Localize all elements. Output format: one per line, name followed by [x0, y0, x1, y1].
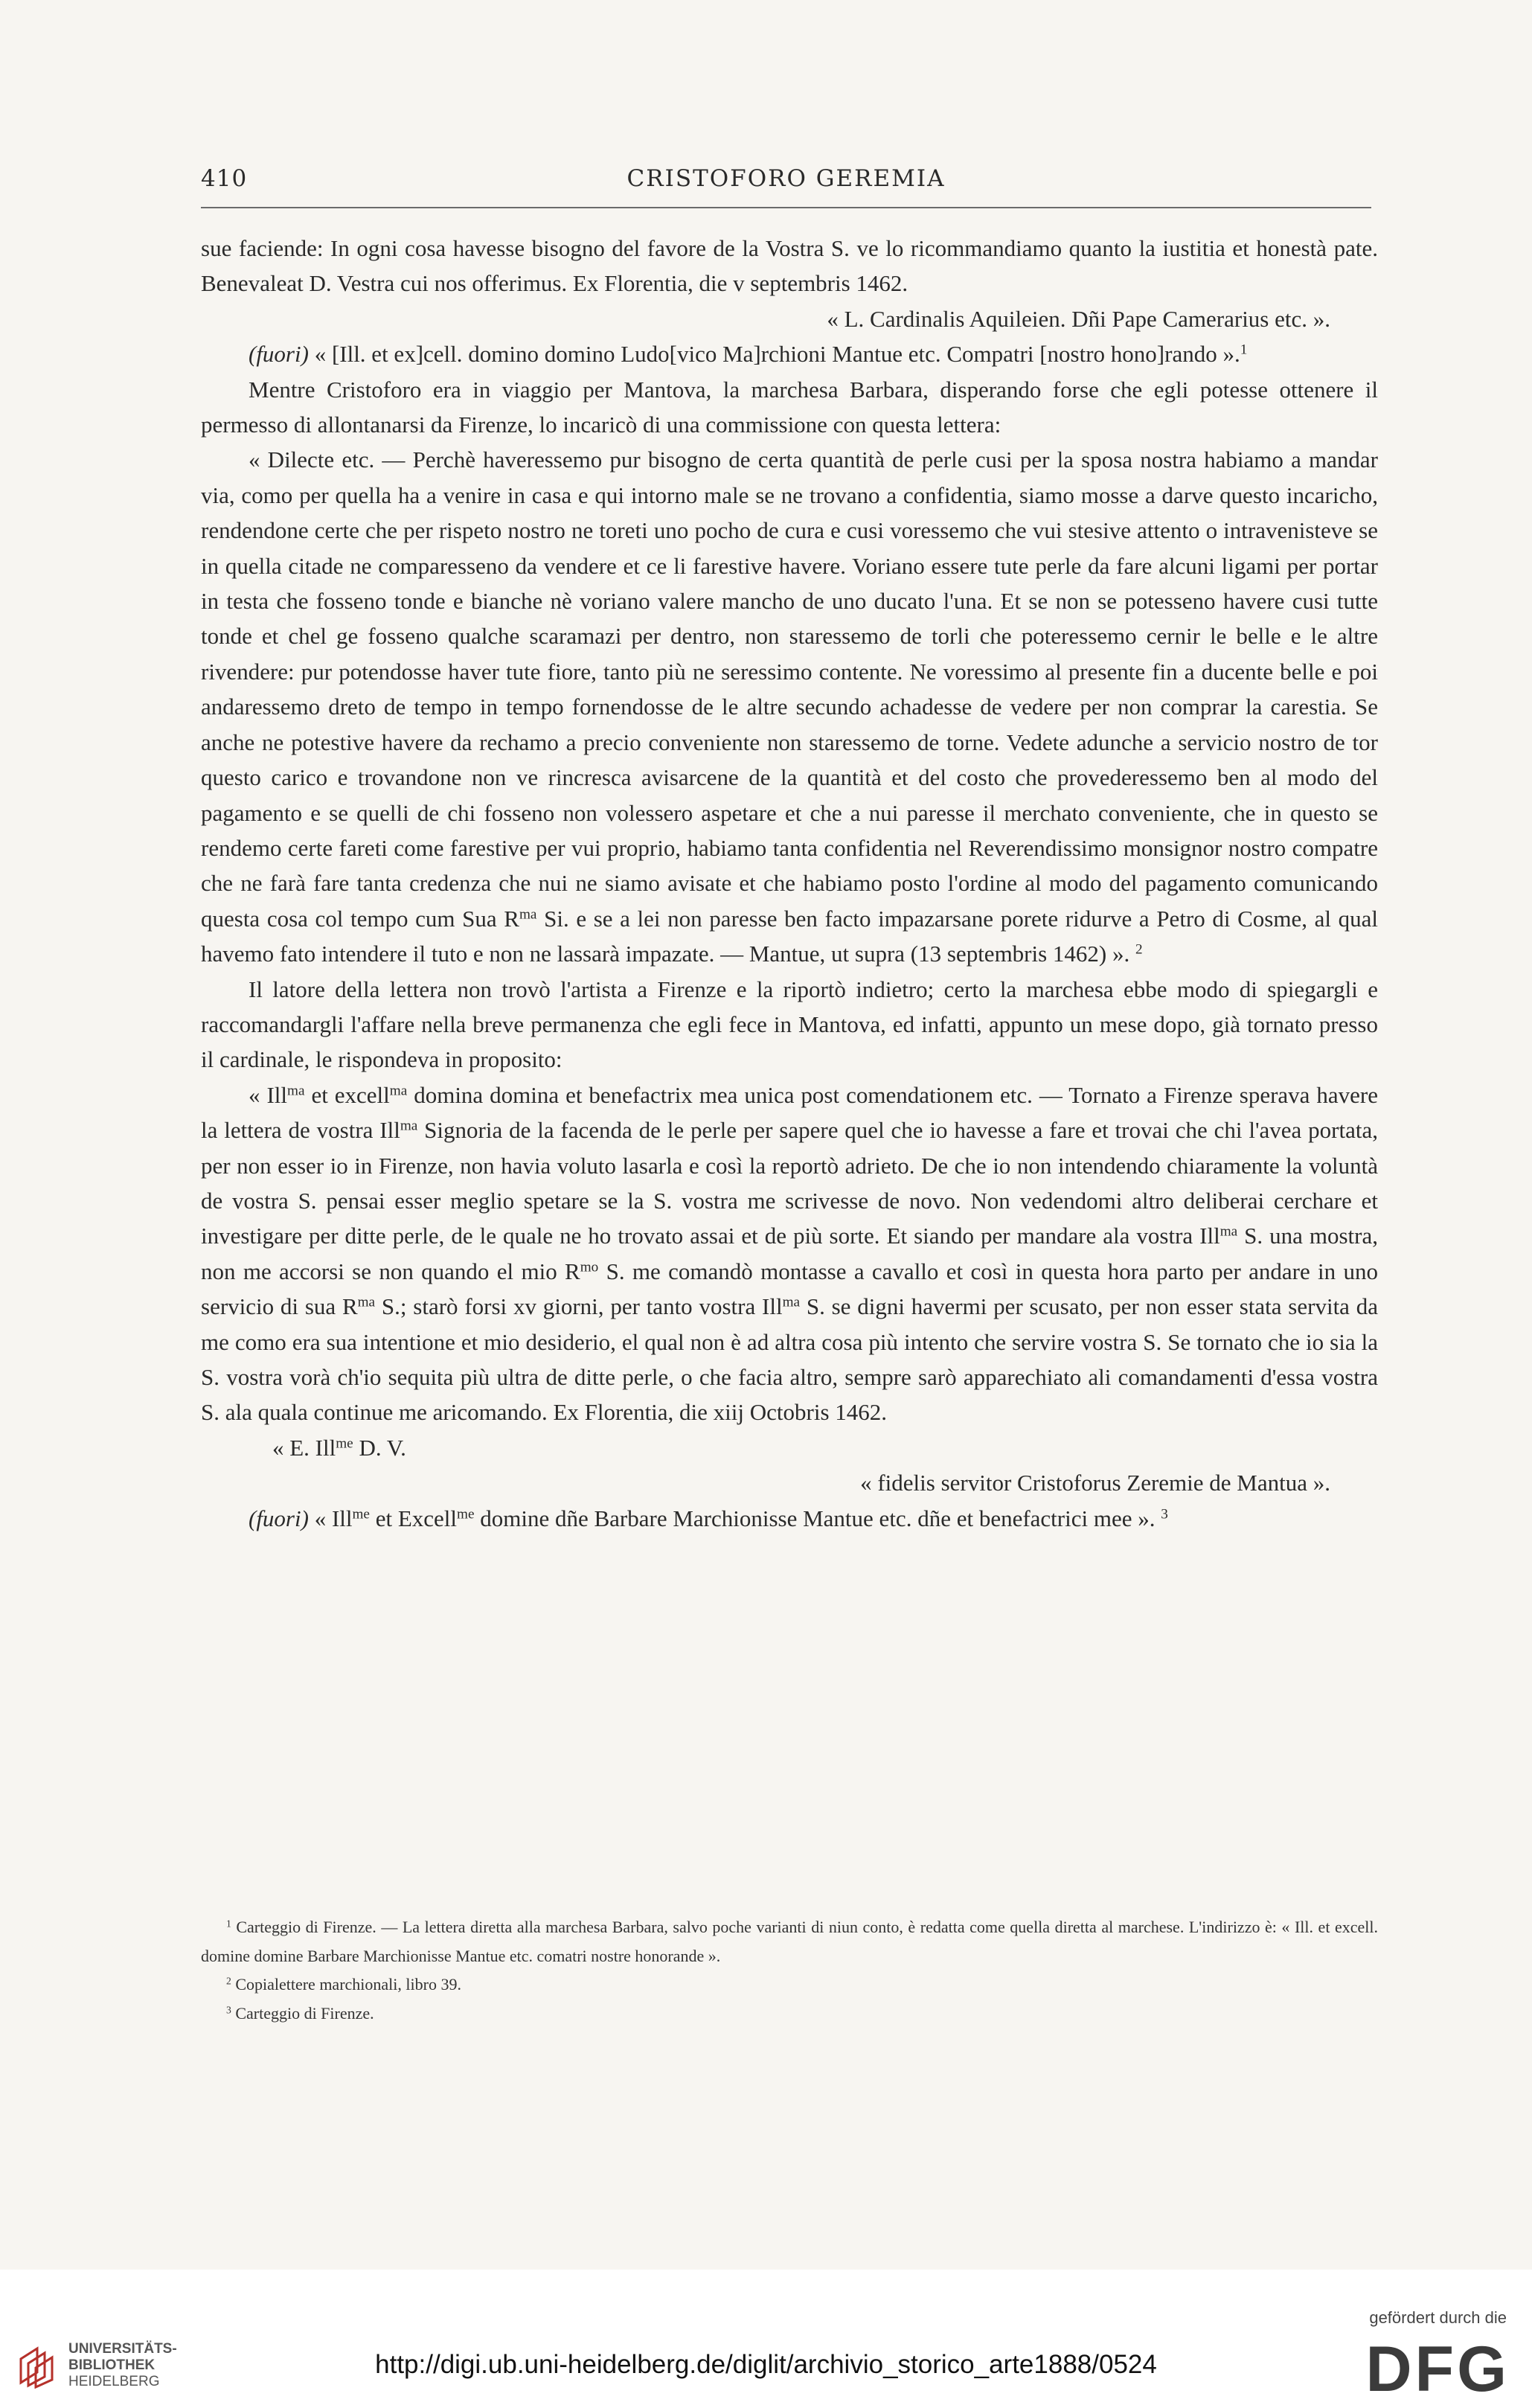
footnote-2: $^2$ Copialettere marchionali, libro 39. — [226, 1975, 461, 1994]
permalink-url[interactable]: http://digi.ub.uni-heidelberg.de/diglit/archivio_storico_arte1888/0524 — [375, 2350, 1157, 2379]
footnote-3: $^3$ Carteggio di Firenze. — [226, 2003, 374, 2023]
footnote-ref-2: 2 — [1135, 941, 1143, 958]
university-library-name: UNIVERSITÄTS- BIBLIOTHEK HEIDELBERG — [68, 2341, 177, 2389]
body-text — [201, 231, 1378, 1536]
closing-salutation: « E. Ill$^{me}$ D. V. — [272, 1434, 406, 1461]
footnotes — [201, 1913, 1378, 2028]
footnote-ref-3: 3 — [1161, 1506, 1168, 1522]
paragraph-2: Mentre Cristoforo era in viaggio per Mantova, la marchesa Barbara, disperando forse che egli potesse ottenere il permesso di allontanarsi da Firenze, lo incaricò di una commissione con questa lettera: — [201, 376, 1378, 438]
signature-cardinal: « L. Cardinalis Aquileien. Dñi Pape Camerarius etc. ». — [827, 305, 1330, 332]
letter-cristoforo: « Ill$^{ma}$ et excell$^{ma}$ domina domina et benefactrix mea unica post comendationem etc. — Tornato a Firenze sperava havere la lettera de vostra Ill$^{ma}$ Signoria de la facenda de le perle per sapere quel che io havesse a fare et trovai che chi l'avea portata, per non esser io in Firenze, non havia voluto lasarla e così la reportò adrieto. De che io non intendendo chiaramente la voluntà de vostra S. pensai esser meglio spetare se la S. vostra me scrivesse de novo. Non vedendomi altro deliberai cerchare et investigare per ditte perle, de le quale ne ho trovato assai et de più sorte. Et siando per mandare ala vostra Ill$^{ma}$ S. una mostra, non me accorsi se non quando el mio $R^{mo}$ S. me comandò montasse a cavallo et così in questa hora parto per andare in uno servicio di sua $R^{ma}$ S.; starò forsi xv giorni, per tanto vostra Ill$^{ma}$ S. se digni havermi per scusato, per non esser stata servita da me como era sua intentione et mio desiderio, el qual non è ad altra cosa più intento che servire vostra S. Se tornato che io sia la S. vostra vorà ch'io sequita più ultra de ditte perle, o che facia altro, sempre sarò apparechiato ali comandamenti d'essa vostra S. ala quala continue me aricomando. Ex Florentia, die xiij Octobris 1462. — [201, 1081, 1379, 1426]
viewer-footer — [0, 2270, 1532, 2408]
address-note-1: (fuori) « [Ill. et ex]cell. domino domino Ludo[vico Ma]rchioni Mantue etc. Compatri [nostro hono]rando ».$^1$ — [249, 341, 1248, 368]
footnote-1: $^1$ Carteggio di Firenze. — La lettera diretta alla marchesa Barbara, salvo poche varianti di niun conto, è redatta come quella diretta al marchese. L'indirizzo è: « Ill. et excell. domine domine Barbare Marchionisse Mantue etc. comatri nostre honorande ». — [201, 1918, 1378, 1965]
dfg-logo: DFG — [1365, 2334, 1510, 2405]
signature-cristoforo: « fidelis servitor Cristoforus Zeremie de Mantua ». — [860, 1470, 1330, 1496]
page-header — [201, 165, 1371, 208]
paragraph-1: sue faciende: In ogni cosa havesse bisogno del favore de la Vostra S. ve lo ricommandiamo quanto la iustitia et honestà pate. Benevaleat D. Vestra cui nos offerimus. Ex Florentia, die v septembris 1462. — [201, 235, 1378, 297]
footnote-ref-1: 1 — [1240, 342, 1248, 358]
address-note-2: (fuori) « Ill$^{me}$ et Excell$^{me}$ domine dñe Barbare Marchionisse Mantue etc. dñe et benefactrici mee ». $^3$ — [249, 1505, 1168, 1531]
page-number: 410 — [201, 165, 248, 192]
sponsor-caption: gefördert durch die — [1369, 2308, 1507, 2327]
fuori-label: (fuori) — [249, 341, 309, 368]
fuori-label: (fuori) — [249, 1505, 309, 1531]
running-head: CRISTOFORO GEREMIA — [626, 165, 946, 192]
letter-barbara: « Dilecte etc. — Perchè haveressemo pur bisogno de certa quantità de perle cusi per la sposa nostra habiamo a mandar via, como per quella ha a venire in casa e qui intorno male se ne trovano a confidentia, siamo mosse a darve questo incaricho, rendendone certe che per rispeto nostro ne toreti uno pocho de cura e cusi voressemo che vui stesive attento o intravenisteve se in quella citade ne comparesseno da vendere et ce li farestive havere. Voriano essere tute perle da fare alcuni ligami per portar in testa che fosseno tonde e bianche nè voriano valere mancho de uno ducato l'una. Et se non se potesseno havere cusi tutte tonde et chel ge fosseno qualche scaramazi per dentro, non staressemo de torli che poteressemo cernir le belle e le altre rivendere: pur potendosse haver tute fiore, tanto più ne seressimo contente. Ne voressimo al presente fin a ducente belle e poi andaressemo dreto de tempo in tempo fornendosse de le altre secundo achadesse de vedere per non comprar la carestia. Se anche ne potestive havere da rechamo a precio conveniente non staressemo de torne. Vedete adunche a servicio nostro de tor questo carico e trovandone non ve rincresca avisarcene de la quantità et del costo che provederessemo ben al modo del pagamento e se quelli de chi fosseno non volessero aspetare et che a nui paresse il merchato conveniente, che in questo se rendemo certe fareti come farestive per vui proprio, habiamo tanta confidentia nel Reverendissimo monsignor nostro compatre che ne farà fare tanta credenza che nui ne siamo avisate et che habiamo posto l'ordine al modo del pagamento comunicando questa cosa col tempo cum Sua $R^{ma}$ Si. e se a lei non paresse ben facto impazarsane porete ridurve a Petro di Cosme, al qual havemo fato intendere il tuto e non ne lassarà impazate. — Mantue, ut supra (13 septembris 1462) ». $^2$ — [201, 446, 1379, 967]
paragraph-3: Il latore della lettera non trovò l'artista a Firenze e la riportò indietro; certo la marchesa ebbe modo di spiegargli e raccomandargli l'affare nella breve permanenza che egli fece in Mantova, ed infatti, appunto un mese dopo, già tornato presso il cardinale, le rispondeva in proposito: — [201, 976, 1378, 1073]
